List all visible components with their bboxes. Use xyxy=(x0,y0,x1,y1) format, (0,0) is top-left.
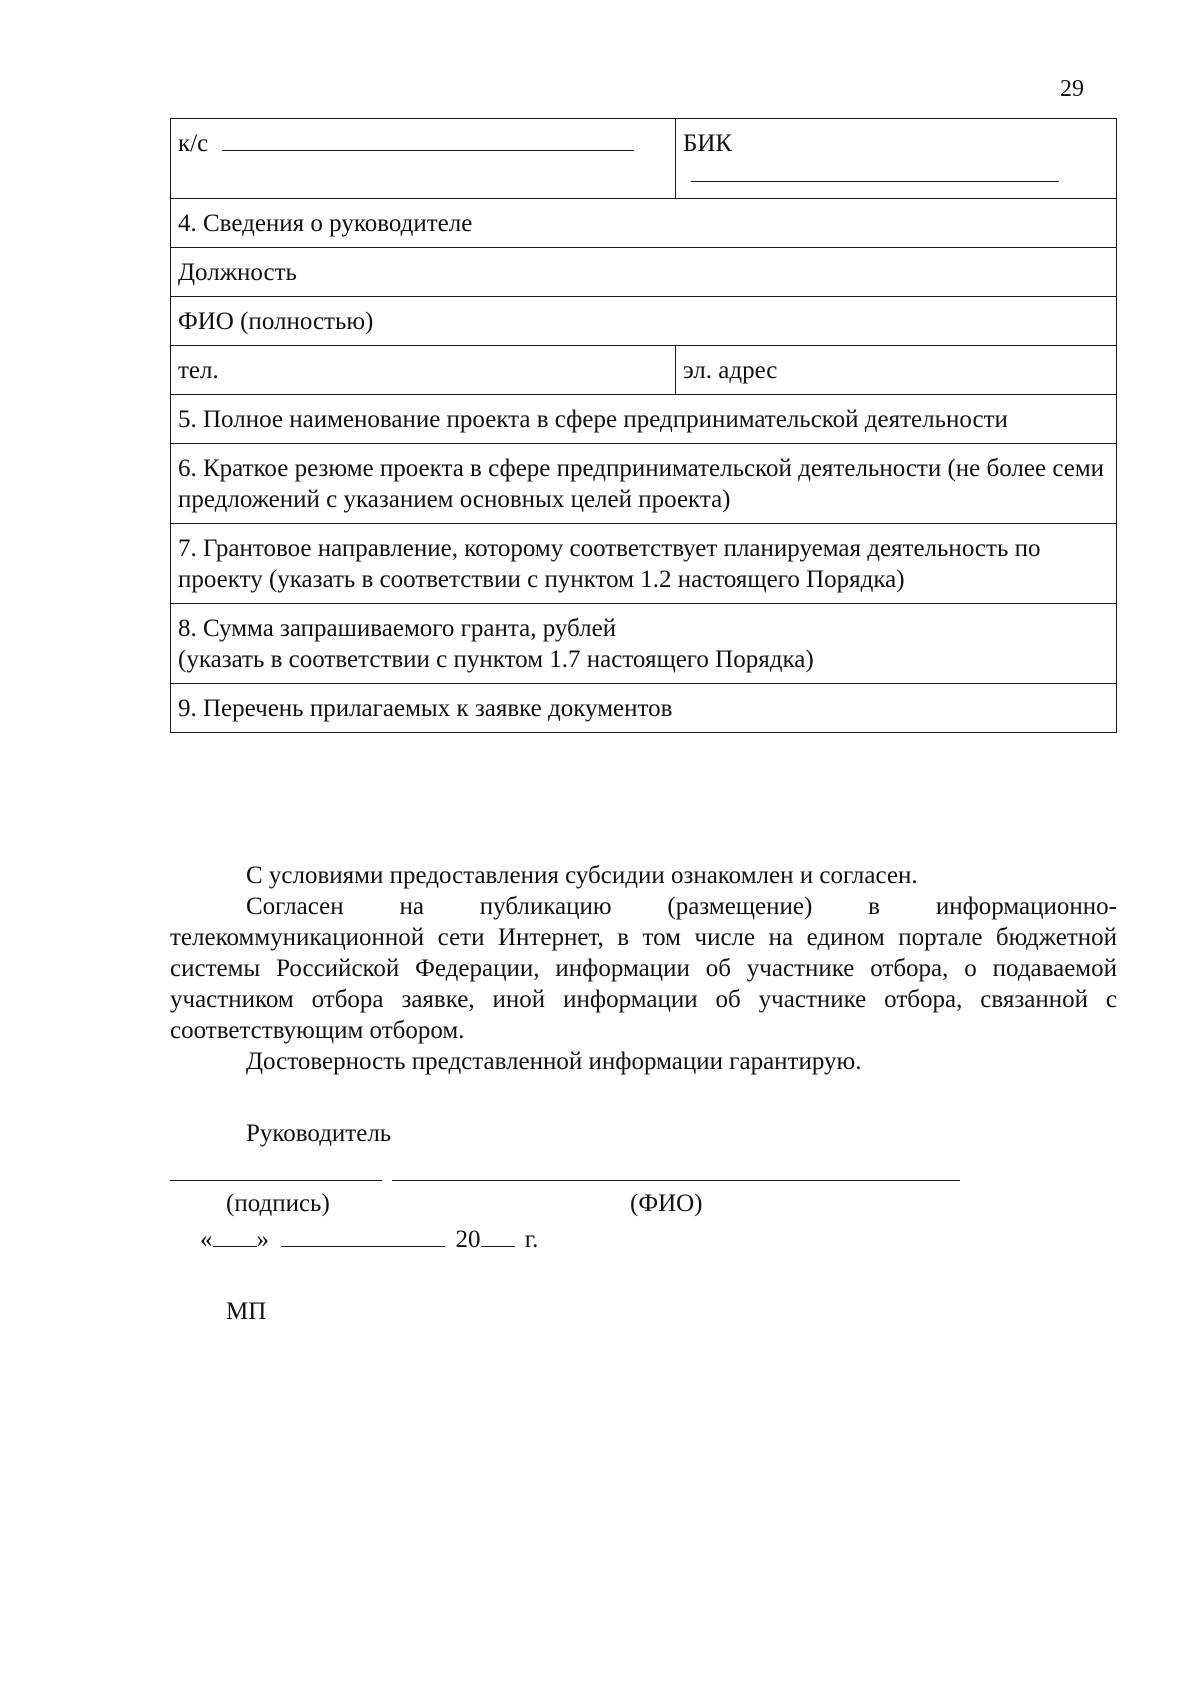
bik-label: БИК xyxy=(683,130,733,157)
section9-field[interactable]: 9. Перечень прилагаемых к заявке документов xyxy=(171,684,1117,733)
section6-field[interactable]: 6. Краткое резюме проекта в сфере предпринимательской деятельности (не более семи предложений с указанием основных целей проекта) xyxy=(171,444,1117,524)
section5-row xyxy=(171,395,1117,444)
signature-line[interactable] xyxy=(170,1180,382,1181)
signature-caption: (подпись) xyxy=(226,1190,330,1217)
fio-field[interactable]: ФИО (полностью) xyxy=(171,297,1117,346)
section8-note: (указать в соответствии с пунктом 1.7 настоящего Порядка) xyxy=(178,646,814,673)
day-fill-line[interactable] xyxy=(213,1224,257,1247)
page-number: 29 xyxy=(1060,76,1084,102)
year-prefix: 20 xyxy=(455,1226,481,1253)
section8-title: 8. Сумма запрашиваемого гранта, рублей xyxy=(178,615,617,642)
section9-row xyxy=(171,684,1117,733)
consent-paragraph-2: Согласен на публикацию (размещение) в информационно-телекоммуникационной сети Интернет, в том числе на едином портале бюджетной системы Российской Федерации, информации об участнике отбора, о подаваемой участником отбора заявке, иной информации об участнике отбора, связанной с соответствующим отбором. xyxy=(170,893,1117,1044)
contacts-row xyxy=(171,346,1117,395)
position-field[interactable]: Должность xyxy=(171,248,1117,297)
position-row xyxy=(171,248,1117,297)
section5-field[interactable]: 5. Полное наименование проекта в сфере предпринимательской деятельности xyxy=(171,395,1117,444)
section8-field[interactable] xyxy=(171,604,1117,684)
bank-details-row xyxy=(171,119,1117,199)
email-field[interactable]: эл. адрес xyxy=(676,346,1117,395)
year-fill-line[interactable] xyxy=(481,1224,515,1247)
consent-text xyxy=(170,860,1117,1077)
application-form-table xyxy=(170,118,1117,733)
year-suffix: г. xyxy=(524,1226,539,1253)
signature-block xyxy=(170,1118,1117,1358)
fio-row xyxy=(171,297,1117,346)
month-fill-line[interactable] xyxy=(281,1224,445,1247)
consent-paragraph-3: Достоверность представленной информации гарантирую. xyxy=(246,1048,862,1075)
consent-paragraph-1: С условиями предоставления субсидии ознакомлен и согласен. xyxy=(246,862,918,889)
section4-heading: 4. Сведения о руководителе xyxy=(171,199,1117,248)
stamp-place: МП xyxy=(226,1298,267,1325)
phone-field[interactable]: тел. xyxy=(171,346,676,395)
section7-row xyxy=(171,524,1117,604)
date-close-quote: » xyxy=(256,1226,269,1253)
section6-row xyxy=(171,444,1117,524)
fio-line[interactable] xyxy=(392,1180,960,1181)
signer-role: Руководитель xyxy=(246,1120,392,1147)
date-open-quote: « xyxy=(200,1226,213,1253)
date-line xyxy=(200,1224,538,1255)
correspondent-account-cell xyxy=(171,119,676,199)
bik-fill-line[interactable] xyxy=(691,159,1059,182)
bik-cell xyxy=(676,119,1117,199)
section4-row xyxy=(171,199,1117,248)
fio-caption: (ФИО) xyxy=(630,1190,703,1217)
ks-fill-line[interactable] xyxy=(222,128,634,151)
section7-field[interactable]: 7. Грантовое направление, которому соответствует планируемая деятельность по проекту (указать в соответствии с пунктом 1.2 настоящего Порядка) xyxy=(171,524,1117,604)
section8-row xyxy=(171,604,1117,684)
ks-label: к/с xyxy=(178,130,209,157)
